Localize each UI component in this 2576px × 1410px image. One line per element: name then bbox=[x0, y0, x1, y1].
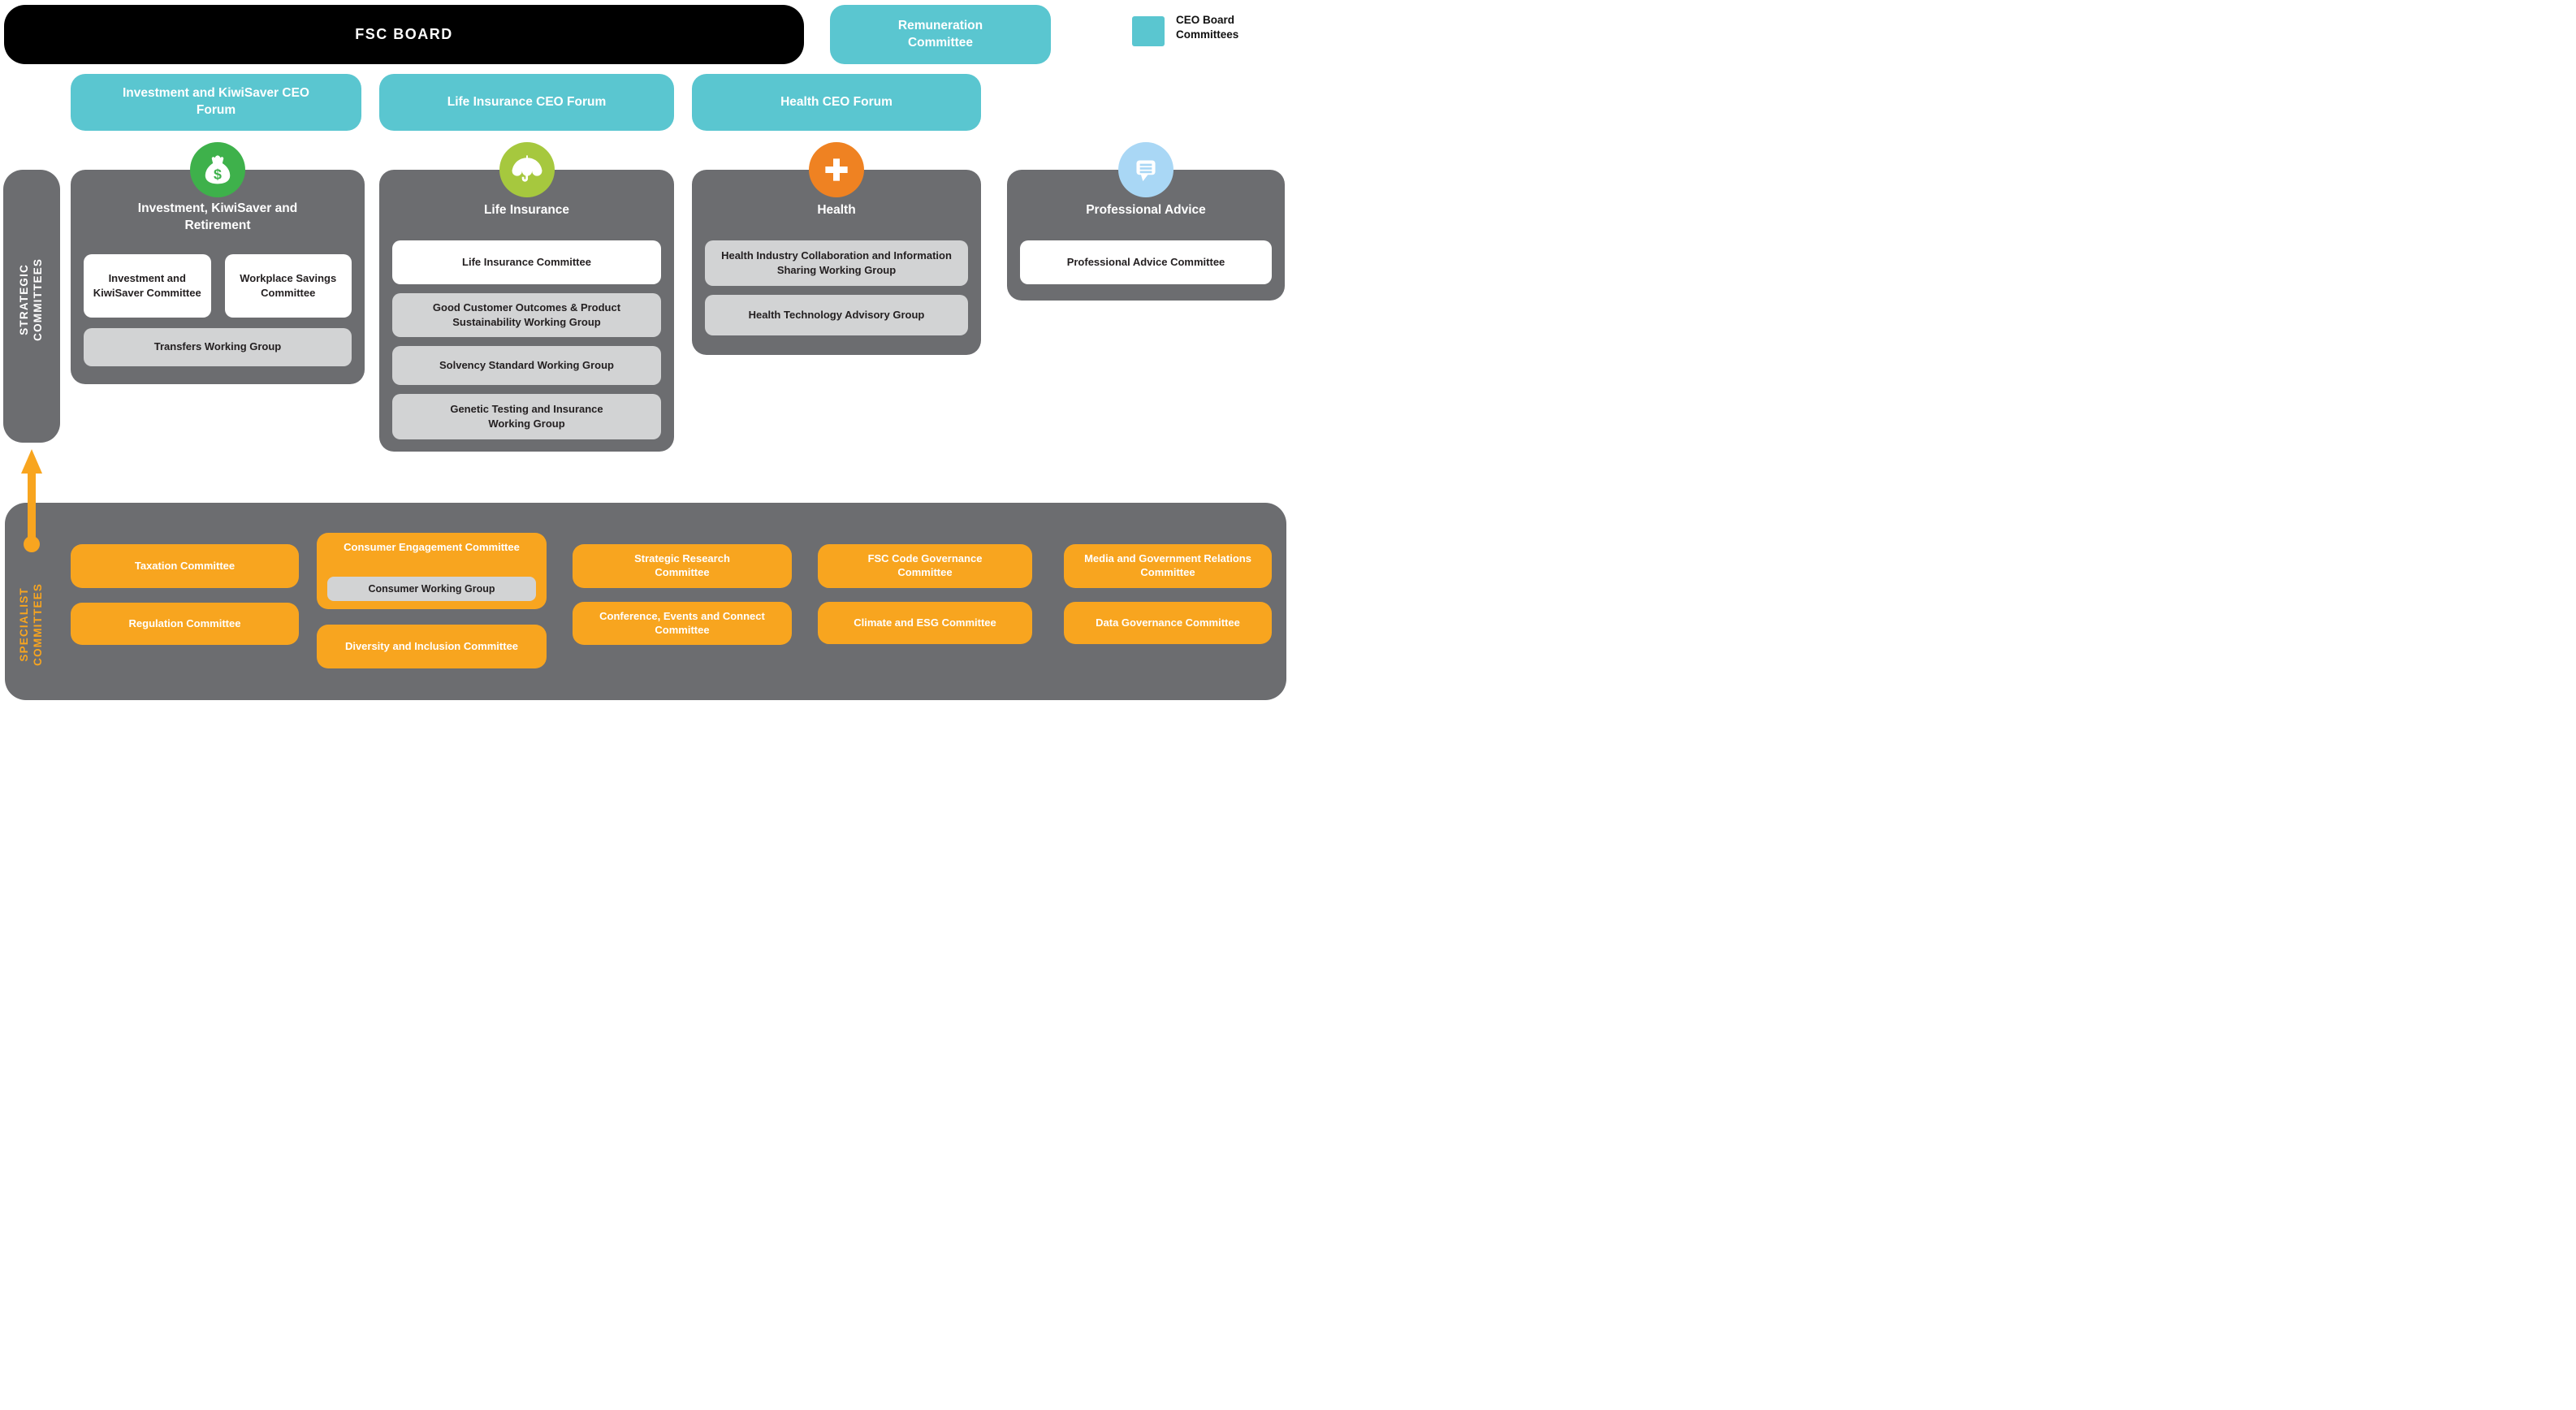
genetic-testing-working-group: Genetic Testing and Insurance Working Group bbox=[392, 394, 661, 439]
professional-advice-committee: Professional Advice Committee bbox=[1020, 240, 1272, 284]
forum-investment-kiwisaver-label: Investment and KiwiSaver CEO Forum bbox=[123, 86, 309, 117]
taxation-committee: Taxation Committee bbox=[71, 544, 299, 588]
up-arrow-icon bbox=[21, 449, 42, 474]
health-technology-advisory-group: Health Technology Advisory Group bbox=[705, 295, 968, 335]
ceo-board-committees-swatch bbox=[1132, 16, 1165, 46]
health-industry-collaboration-working-group: Health Industry Collaboration and Information Sharing Working Group bbox=[705, 240, 968, 286]
regulation-committee: Regulation Committee bbox=[71, 603, 299, 645]
forum-life-insurance-label: Life Insurance CEO Forum bbox=[447, 94, 607, 109]
strategic-committees-label: STRATEGIC COMMITTEES bbox=[18, 257, 44, 341]
fsc-board-banner bbox=[4, 5, 804, 64]
forum-health-label: Health CEO Forum bbox=[780, 94, 893, 109]
group-title: Investment, KiwiSaver and Retirement bbox=[137, 201, 298, 232]
consumer-working-group: Consumer Working Group bbox=[327, 577, 536, 601]
life-insurance-committee: Life Insurance Committee bbox=[392, 240, 661, 284]
svg-text:$: $ bbox=[214, 166, 222, 183]
umbrella-icon bbox=[499, 142, 555, 197]
remuneration-committee-label: Remuneration Committee bbox=[897, 19, 983, 50]
group-professional-advice bbox=[1007, 170, 1285, 301]
fsc-org-chart bbox=[0, 0, 1288, 705]
media-government-relations-committee: Media and Government Relations Committee bbox=[1064, 544, 1272, 588]
conference-events-connect-committee: Conference, Events and Connect Committee bbox=[573, 602, 792, 645]
health-cross-icon bbox=[809, 142, 864, 197]
fsc-board-label: FSC BOARD bbox=[355, 26, 453, 42]
money-bag-icon bbox=[190, 142, 245, 197]
specialist-committees-label: SPECIALIST COMMITTEES bbox=[18, 582, 44, 666]
forum-investment-kiwisaver bbox=[71, 74, 361, 131]
remuneration-committee-box bbox=[830, 5, 1051, 64]
diversity-inclusion-committee: Diversity and Inclusion Committee bbox=[317, 625, 547, 668]
consumer-engagement-committee: Consumer Engagement Committee Consumer Working Group bbox=[317, 533, 547, 609]
group-health bbox=[692, 170, 981, 355]
fsc-code-governance-committee: FSC Code Governance Committee bbox=[818, 544, 1032, 588]
up-arrow-shaft bbox=[28, 473, 36, 544]
speech-bubble-icon bbox=[1118, 142, 1173, 197]
data-governance-committee: Data Governance Committee bbox=[1064, 602, 1272, 644]
workplace-savings-committee: Workplace Savings Committee bbox=[225, 254, 352, 318]
investment-kiwisaver-committee: Investment and KiwiSaver Committee bbox=[84, 254, 211, 318]
transfers-working-group: Transfers Working Group bbox=[84, 328, 352, 366]
forum-life-insurance bbox=[379, 74, 674, 131]
forum-health bbox=[692, 74, 981, 131]
group-title: Professional Advice bbox=[1086, 203, 1206, 217]
group-title: Health bbox=[817, 203, 856, 217]
strategic-research-committee: Strategic Research Committee bbox=[573, 544, 792, 588]
group-life-insurance bbox=[379, 170, 674, 452]
solvency-standard-working-group: Solvency Standard Working Group bbox=[392, 346, 661, 385]
ceo-board-committees-legend-label: CEO Board Committees bbox=[1176, 14, 1239, 41]
group-title: Life Insurance bbox=[483, 203, 570, 217]
group-investment-kiwisaver-retirement bbox=[71, 166, 365, 384]
climate-esg-committee: Climate and ESG Committee bbox=[818, 602, 1032, 644]
good-customer-outcomes-working-group: Good Customer Outcomes & Product Sustainability Working Group bbox=[392, 293, 661, 337]
